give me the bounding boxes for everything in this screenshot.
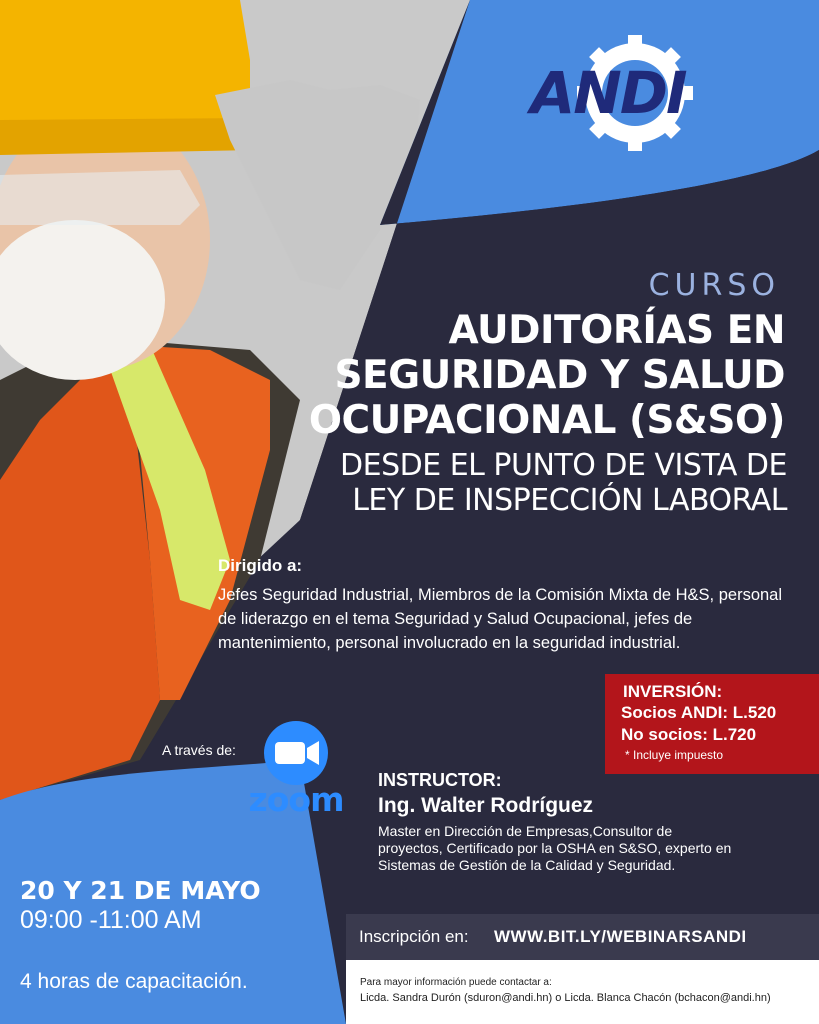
contact-people: Licda. Sandra Durón (sduron@andi.hn) o Licda. Blanca Chacón (bchacon@andi.hn) bbox=[360, 992, 771, 1004]
audience-heading: Dirigido a: bbox=[218, 556, 303, 575]
tax-note: * Incluye impuesto bbox=[625, 748, 724, 762]
audience-text: Jefes Seguridad Industrial, Miembros de la Comisión Mixta de H&S, personal de liderazgo en el tema Seguridad y Salud Ocupacional, jefes de mantenimiento, personal involucrado en la seguridad industrial. bbox=[218, 586, 783, 652]
logo-text: ANDI bbox=[530, 59, 686, 127]
instructor-heading: INSTRUCTOR: bbox=[378, 770, 502, 790]
price-members: Socios ANDI: L.520 bbox=[621, 703, 777, 722]
platform-label: A través de: bbox=[162, 742, 236, 758]
instructor-name: Ing. Walter Rodríguez bbox=[378, 794, 594, 817]
course-duration: 4 horas de capacitación. bbox=[20, 970, 248, 993]
course-subtitle bbox=[250, 448, 787, 518]
subtitle-line-1: DESDE EL PUNTO DE VISTA DE bbox=[340, 448, 787, 483]
zoom-wordmark: zoom bbox=[248, 780, 344, 819]
title-line-3: OCUPACIONAL (S&SO) bbox=[308, 398, 785, 443]
subtitle-line-2: LEY DE INSPECCIÓN LABORAL bbox=[352, 483, 787, 518]
title-line-1: AUDITORÍAS EN bbox=[448, 308, 785, 353]
safety-glasses bbox=[0, 170, 200, 225]
hard-hat-brim bbox=[0, 118, 255, 155]
course-title bbox=[250, 308, 785, 443]
contact-intro: Para mayor información puede contactar a: bbox=[360, 977, 552, 988]
course-time: 09:00 -11:00 AM bbox=[20, 906, 202, 934]
registration-label: Inscripción en: bbox=[359, 927, 469, 946]
investment-box bbox=[605, 674, 819, 774]
registration-link[interactable]: WWW.BIT.LY/WEBINARSANDI bbox=[494, 927, 747, 946]
course-dates: 20 Y 21 DE MAYO bbox=[20, 876, 261, 905]
andi-logo bbox=[500, 35, 720, 155]
instructor-bio: Master en Dirección de Empresas,Consultor de proyectos, Certificado por la OSHA en S&SO, experto en Sistemas de Gestión de la Calidad y Seguridad. bbox=[378, 823, 732, 873]
price-non-members: No socios: L.720 bbox=[621, 725, 757, 744]
title-line-2: SEGURIDAD Y SALUD bbox=[334, 353, 785, 398]
investment-heading: INVERSIÓN: bbox=[623, 682, 723, 701]
course-label: CURSO bbox=[648, 268, 780, 303]
